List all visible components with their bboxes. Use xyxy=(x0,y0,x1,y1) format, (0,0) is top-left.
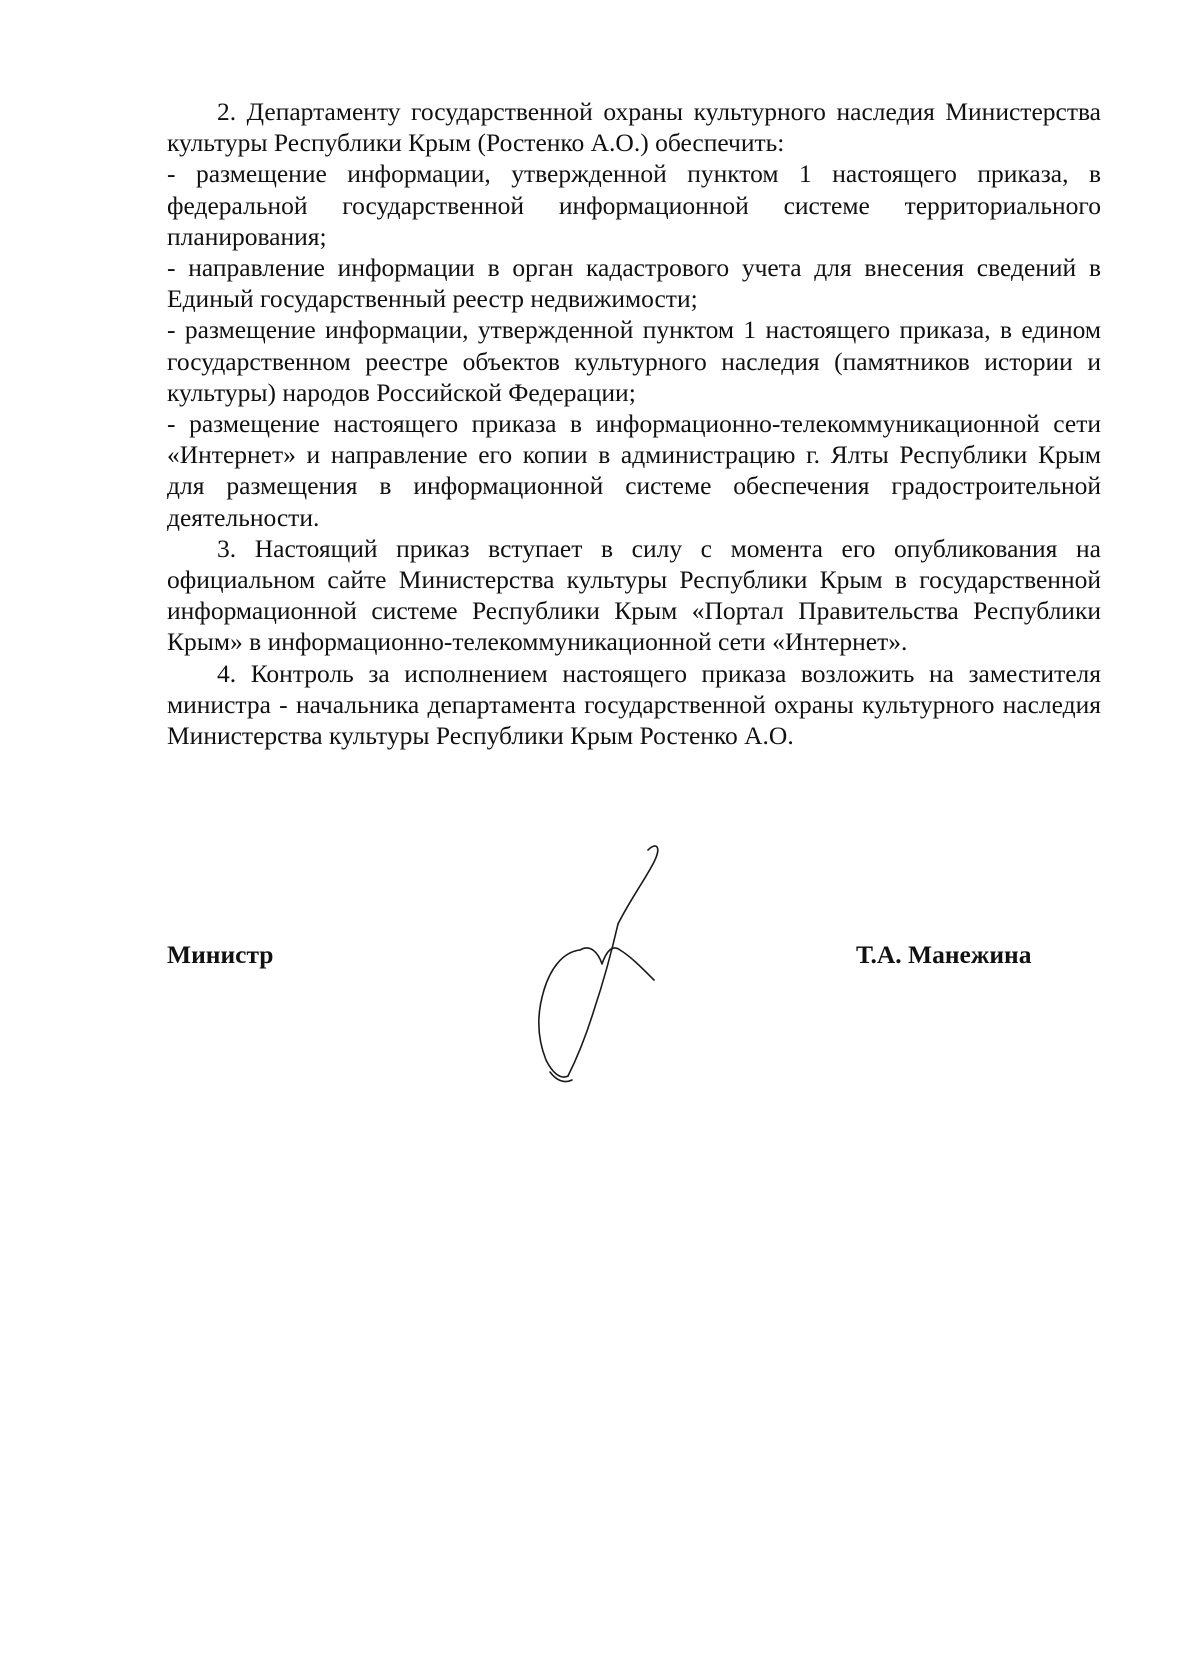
signatory-title: Министр xyxy=(167,940,274,969)
bullet-item-3: - размещение информации, утвержденной пунктом 1 настоящего приказа, в едином государственном реестре объектов культурного наследия (памятников истории и культуры) народов Российской Федерации; xyxy=(167,315,1101,407)
paragraph-item-4: 4. Контроль за исполнением настоящего приказа возложить на заместителя министра - начальника департамента государственной охраны культурного наследия Министерства культуры Республики Крым Ростенко А.О. xyxy=(167,658,1101,751)
document-body xyxy=(167,96,1101,751)
bullet-item-2: - направление информации в орган кадастрового учета для внесения сведений в Единый государственный реестр недвижимости; xyxy=(167,253,1101,314)
bullet-item-1: - размещение информации, утвержденной пунктом 1 настоящего приказа, в федеральной государственной информационной системе территориального планирования; xyxy=(167,159,1101,251)
bullet-item-4: - размещение настоящего приказа в информационно-телекоммуникационной сети «Интернет» и направление его копии в администрацию г. Ялты Республики Крым для размещения в информационной системе обеспечения градостроительной деятельности. xyxy=(167,409,1101,532)
handwritten-signature xyxy=(520,840,700,1090)
signatory-name: Т.А. Манежина xyxy=(856,940,1032,969)
paragraph-item-2: 2. Департаменту государственной охраны культурного наследия Министерства культуры Республики Крым (Ростенко А.О.) обеспечить: xyxy=(167,97,1101,158)
paragraph-item-3: 3. Настоящий приказ вступает в силу с момента его опубликования на официальном сайте Министерства культуры Республики Крым в государственной информационной системе Республики Крым «Портал Правительства Республики Крым» в информационно-телекоммуникационной сети «Интернет». xyxy=(167,533,1101,657)
